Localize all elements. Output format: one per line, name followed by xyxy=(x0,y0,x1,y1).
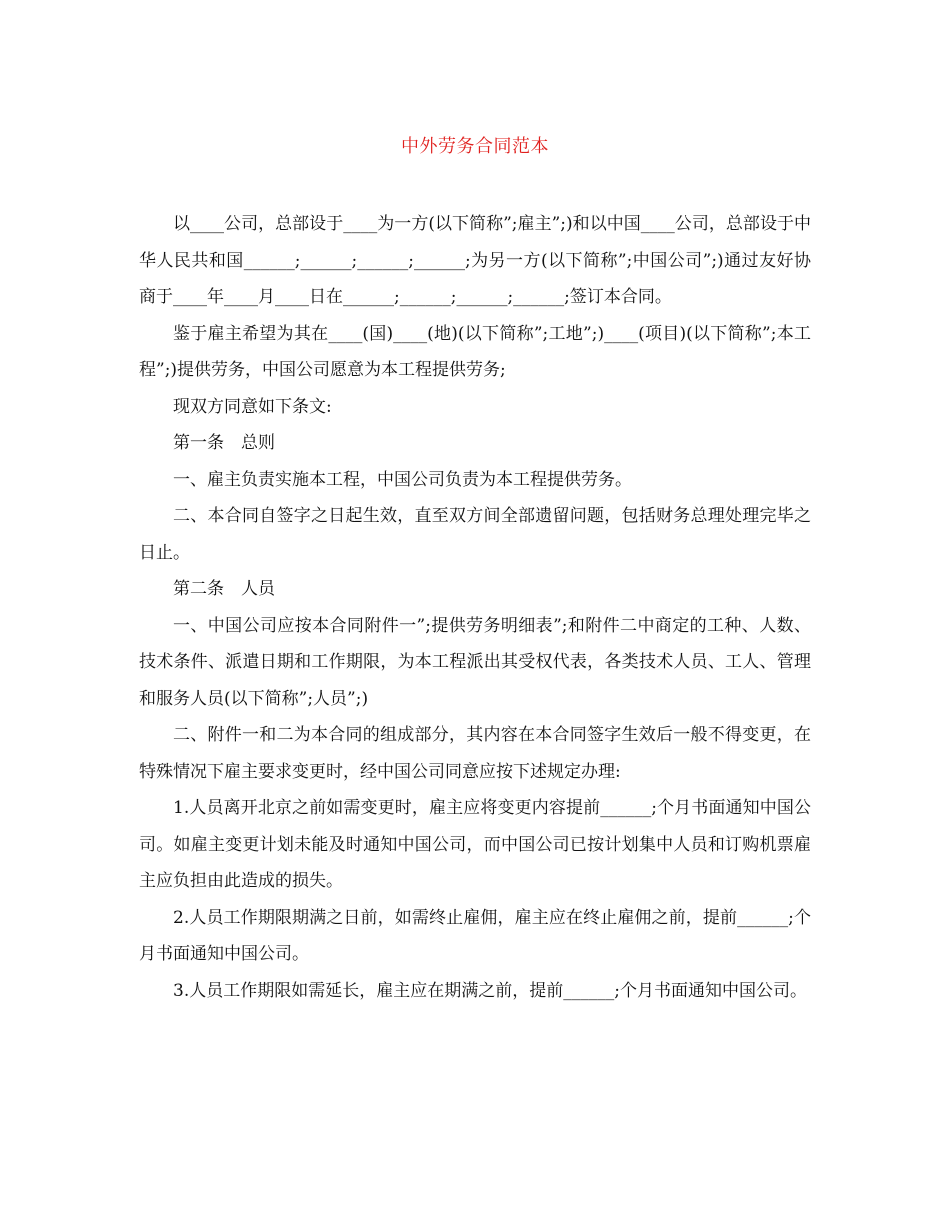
paragraph-agreement: 现双方同意如下条文: xyxy=(173,396,332,417)
article-2-item-1: 1.人员离开北京之前如需变更时，雇主应将变更内容提前______;个月书面通知中国公司。如雇主变更计划未能及时通知中国公司，而中国公司已按计划集中人员和订购机票雇主应负担由此造成的损失。 xyxy=(139,798,811,891)
article-1-heading: 第一条 总则 xyxy=(173,433,275,453)
article-1-clause-2: 二、本合同自签字之日起生效，直至双方间全部遗留问题，包括财务总理处理完毕之日止。 xyxy=(139,506,811,563)
article-1-clause-1: 一、雇主负责实施本工程，中国公司负责为本工程提供劳务。 xyxy=(173,469,632,490)
article-2-item-3: 3.人员工作期限如需延长，雇主应在期满之前，提前______;个月书面通知中国公司。 xyxy=(173,980,807,1001)
article-2-item-2: 2.人员工作期限期满之日前，如需终止雇佣，雇主应在终止雇佣之前，提前______;个月书面通知中国公司。 xyxy=(139,907,811,964)
paragraph-intro: 以____公司，总部设于____为一方(以下简称”;雇主”;)和以中国____公司，总部设于中华人民共和国______;______;______;______;为另一方(以下简称”;中国公司”;)通过友好协商于____年____月____日在______;______;______;______;签订本合同。 xyxy=(139,214,811,307)
document-body xyxy=(139,206,811,1009)
article-2-heading: 第二条 人员 xyxy=(173,579,275,599)
document-title: 中外劳务合同范本 xyxy=(401,136,549,157)
article-2-clause-2: 二、附件一和二为本合同的组成部分，其内容在本合同签字生效后一般不得变更，在特殊情况下雇主要求变更时，经中国公司同意应按下述规定办理: xyxy=(139,725,811,782)
article-2-clause-1: 一、中国公司应按本合同附件一”;提供劳务明细表”;和附件二中商定的工种、人数、技术条件、派遣日期和工作期限，为本工程派出其受权代表，各类技术人员、工人、管理和服务人员(以下简称”;人员”;) xyxy=(139,615,811,709)
paragraph-whereas: 鉴于雇主希望为其在____(国)____(地)(以下简称”;工地”;)____(项目)(以下简称”;本工程”;)提供劳务，中国公司愿意为本工程提供劳务; xyxy=(139,323,811,380)
